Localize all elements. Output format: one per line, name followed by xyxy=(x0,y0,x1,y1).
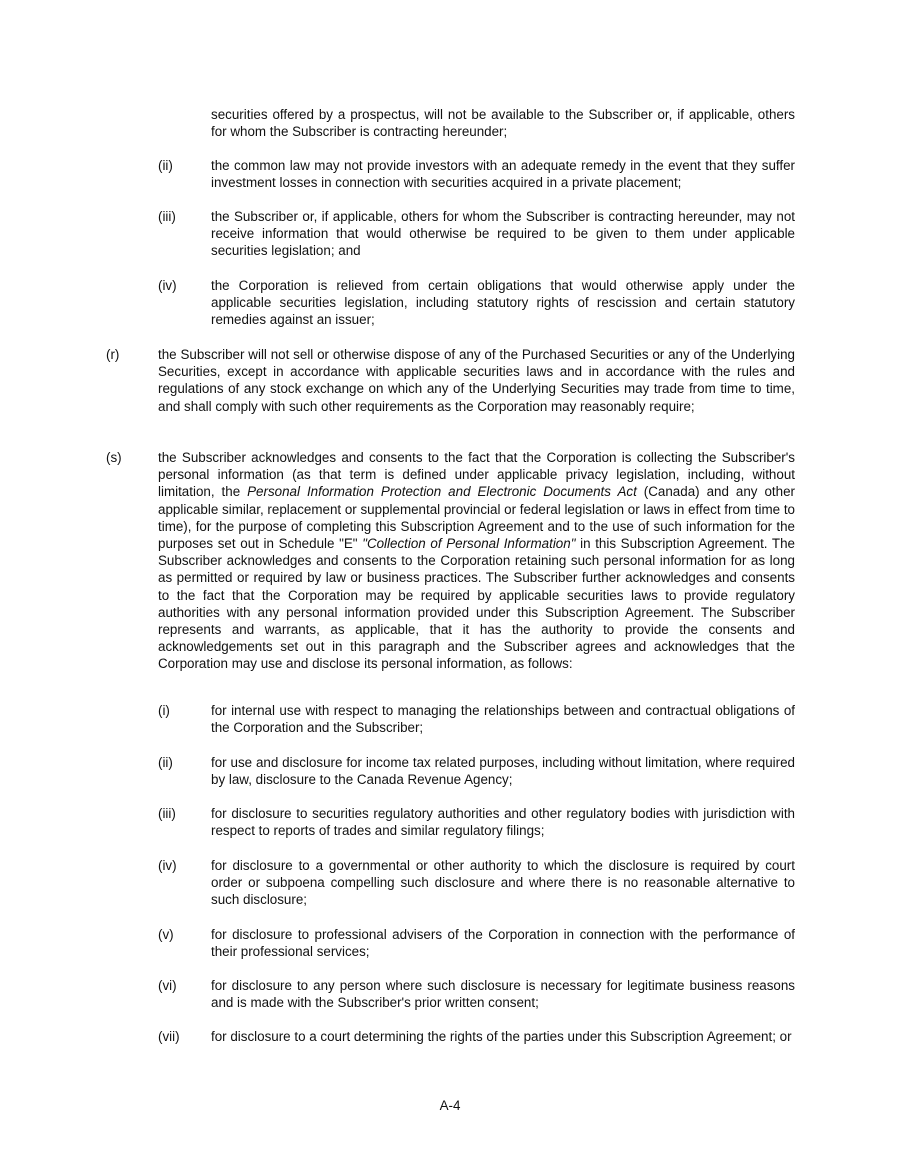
sub-item-text: for use and disclosure for income tax related purposes, including without limitation, where required by law, disclosure to the Canada Revenue Agency; xyxy=(211,755,795,788)
item-text-r: the Subscriber will not sell or otherwise dispose of any of the Purchased Securities or any of the Underlying Securities, except in accordance with applicable securities laws and in accordance with the rules and regulations of any stock exchange on which any of the Underlying Securities may trade from time to time, and shall comply with such other requirements as the Corporation may reasonably require; xyxy=(158,347,795,414)
sub-item-label: (iii) xyxy=(158,209,176,224)
sub-item-text: for disclosure to a governmental or other authority to which the disclosure is required by court order or subpoena compelling such disclosure and where there is no reasonable alternative to such disclosure; xyxy=(211,858,795,908)
sub-item-text: for disclosure to a court determining the rights of the parties under this Subscription Agreement; or xyxy=(211,1029,792,1044)
continuation-paragraph: securities offered by a prospectus, will not be available to the Subscriber or, if applicable, others for whom the Subscriber is contracting hereunder; xyxy=(211,107,795,140)
sub-item-label: (v) xyxy=(158,927,174,942)
item-label-r: (r) xyxy=(106,347,120,362)
item-text-s xyxy=(158,449,795,673)
sub-item-text: for disclosure to professional advisers of the Corporation in connection with the performance of their professional services; xyxy=(211,927,795,960)
sub-item-text: the Subscriber or, if applicable, others for whom the Subscriber is contracting hereunder, may not receive information that would otherwise be required to be given to them under applicable securities legislation; and xyxy=(211,209,795,259)
item-label-s: (s) xyxy=(106,450,122,465)
sub-item-label: (iii) xyxy=(158,806,176,821)
sub-item-label: (iv) xyxy=(158,858,177,873)
sub-item-label: (vii) xyxy=(158,1029,180,1044)
item-s-text-part-3: in this Subscription Agreement. The Subscriber acknowledges and consents to the Corporation retaining such personal information for as long as permitted or required by law or business practices. The Subscriber further acknowledges and consents to the fact that the Corporation may be required by applicable securities laws to provide regulatory authorities with any personal information provided under this Subscription Agreement. The Subscriber represents and warrants, as applicable, that it has the authority to provide the consents and acknowledgements set out in this paragraph and the Subscriber agrees and acknowledges that the Corporation may use and disclose its personal information, as follows: xyxy=(158,536,795,672)
act-name: Personal Information Protection and Electronic Documents Act xyxy=(247,484,637,500)
schedule-title: "Collection of Personal Information" xyxy=(362,536,576,552)
sub-item-label: (iv) xyxy=(158,278,177,293)
sub-item-label: (ii) xyxy=(158,158,173,173)
sub-item-label: (i) xyxy=(158,703,170,718)
page-number: A-4 xyxy=(439,1098,461,1113)
sub-item-text: the Corporation is relieved from certain obligations that would otherwise apply under the applicable securities legislation, including statutory rights of rescission and certain statutory remedies against an issuer; xyxy=(211,278,795,328)
sub-item-text: the common law may not provide investors with an adequate remedy in the event that they suffer investment losses in connection with securities acquired in a private placement; xyxy=(211,158,795,191)
sub-item-text: for internal use with respect to managing the relationships between and contractual obligations of the Corporation and the Subscriber; xyxy=(211,703,795,736)
sub-item-text: for disclosure to any person where such disclosure is necessary for legitimate business reasons and is made with the Subscriber's prior written consent; xyxy=(211,978,795,1011)
sub-item-text: for disclosure to securities regulatory authorities and other regulatory bodies with jurisdiction with respect to reports of trades and similar regulatory filings; xyxy=(211,806,795,839)
item-s-text-part-1: the Subscriber acknowledges and consents to the fact that the Corporation is collecting the Subscriber's personal information (as that term is defined under applicable privacy legislation, including, without limitation, the xyxy=(158,450,795,500)
sub-item-label: (ii) xyxy=(158,755,173,770)
item-s-text-part-2: (Canada) and any other applicable similar, replacement or supplemental provincial or federal legislation or laws in effect from time to time), for the purpose of completing this Subscription Agreement and to the use of such information for the purposes set out in Schedule "E" xyxy=(158,484,795,552)
sub-item-label: (vi) xyxy=(158,978,177,993)
